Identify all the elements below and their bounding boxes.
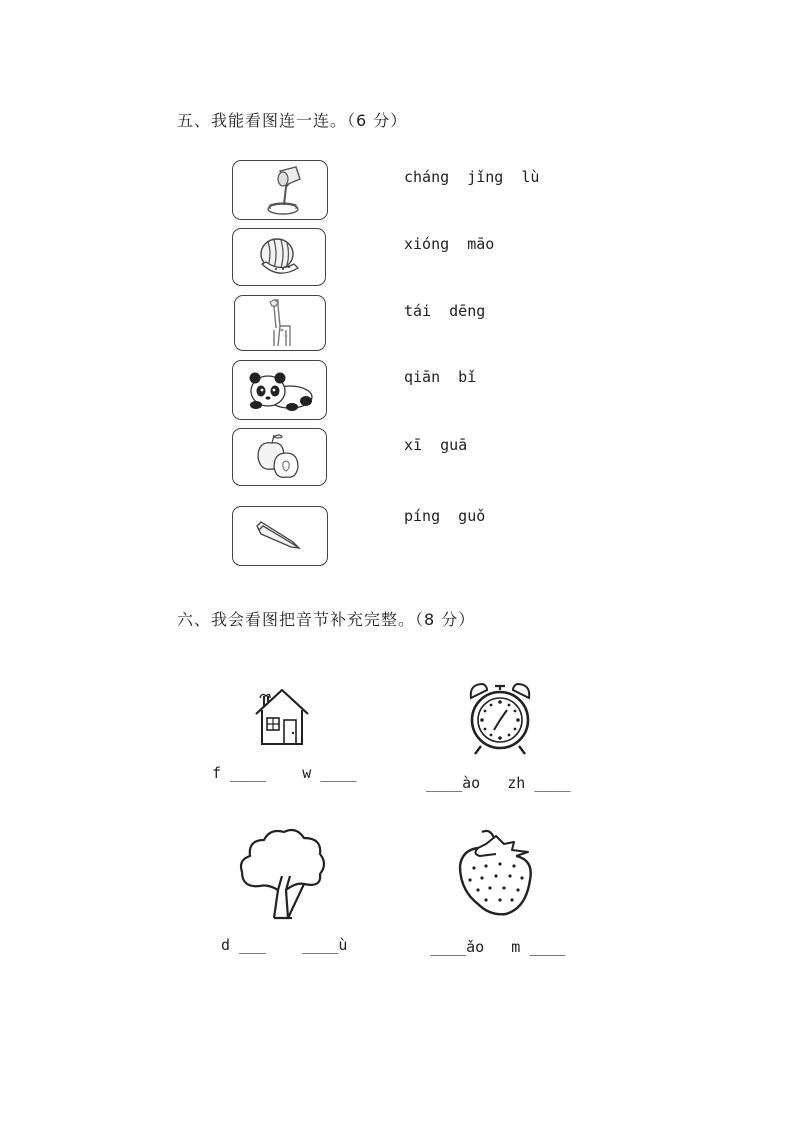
picture-box-pencils[interactable]	[232, 506, 328, 566]
pinyin-blank-tree[interactable]: d ___ ____ù	[221, 936, 348, 954]
pinyin-word-2: xióng māo	[404, 235, 495, 253]
house-icon	[252, 686, 312, 748]
strawberry-icon	[456, 824, 536, 918]
pinyin-word-6: píng guǒ	[404, 507, 486, 525]
panda-icon	[244, 367, 316, 413]
pencils-icon	[253, 516, 307, 556]
pinyin-word-4: qiān bǐ	[404, 368, 477, 386]
strawberry-picture	[456, 824, 536, 922]
picture-box-panda[interactable]	[232, 360, 327, 420]
giraffe-icon	[260, 296, 300, 350]
pinyin-blank-clock[interactable]: ____ào zh ____	[426, 774, 571, 792]
pinyin-word-5: xī guā	[404, 436, 468, 454]
picture-box-lamp[interactable]	[232, 160, 328, 220]
pinyin-blank-strawberry[interactable]: ____ǎo m ____	[430, 938, 566, 956]
alarm-clock-icon	[465, 680, 535, 758]
clock-picture	[465, 680, 535, 762]
section6-title: 六、我会看图把音节补充完整。（8 分）	[177, 610, 476, 629]
apple-icon	[252, 431, 308, 483]
pinyin-word-1: cháng jǐng lù	[404, 168, 540, 186]
tree-icon	[238, 826, 328, 920]
pinyin-blank-house[interactable]: f ____ w ____	[212, 764, 357, 782]
tree-picture	[238, 826, 328, 924]
picture-box-giraffe[interactable]	[234, 295, 326, 351]
watermelon-icon	[254, 232, 304, 282]
desk-lamp-icon	[250, 163, 310, 217]
section5-title: 五、我能看图连一连。（6 分）	[177, 111, 408, 130]
picture-box-watermelon[interactable]	[232, 228, 326, 286]
picture-box-apple[interactable]	[232, 428, 327, 486]
pinyin-word-3: tái dēng	[404, 302, 486, 320]
house-picture	[252, 686, 312, 752]
